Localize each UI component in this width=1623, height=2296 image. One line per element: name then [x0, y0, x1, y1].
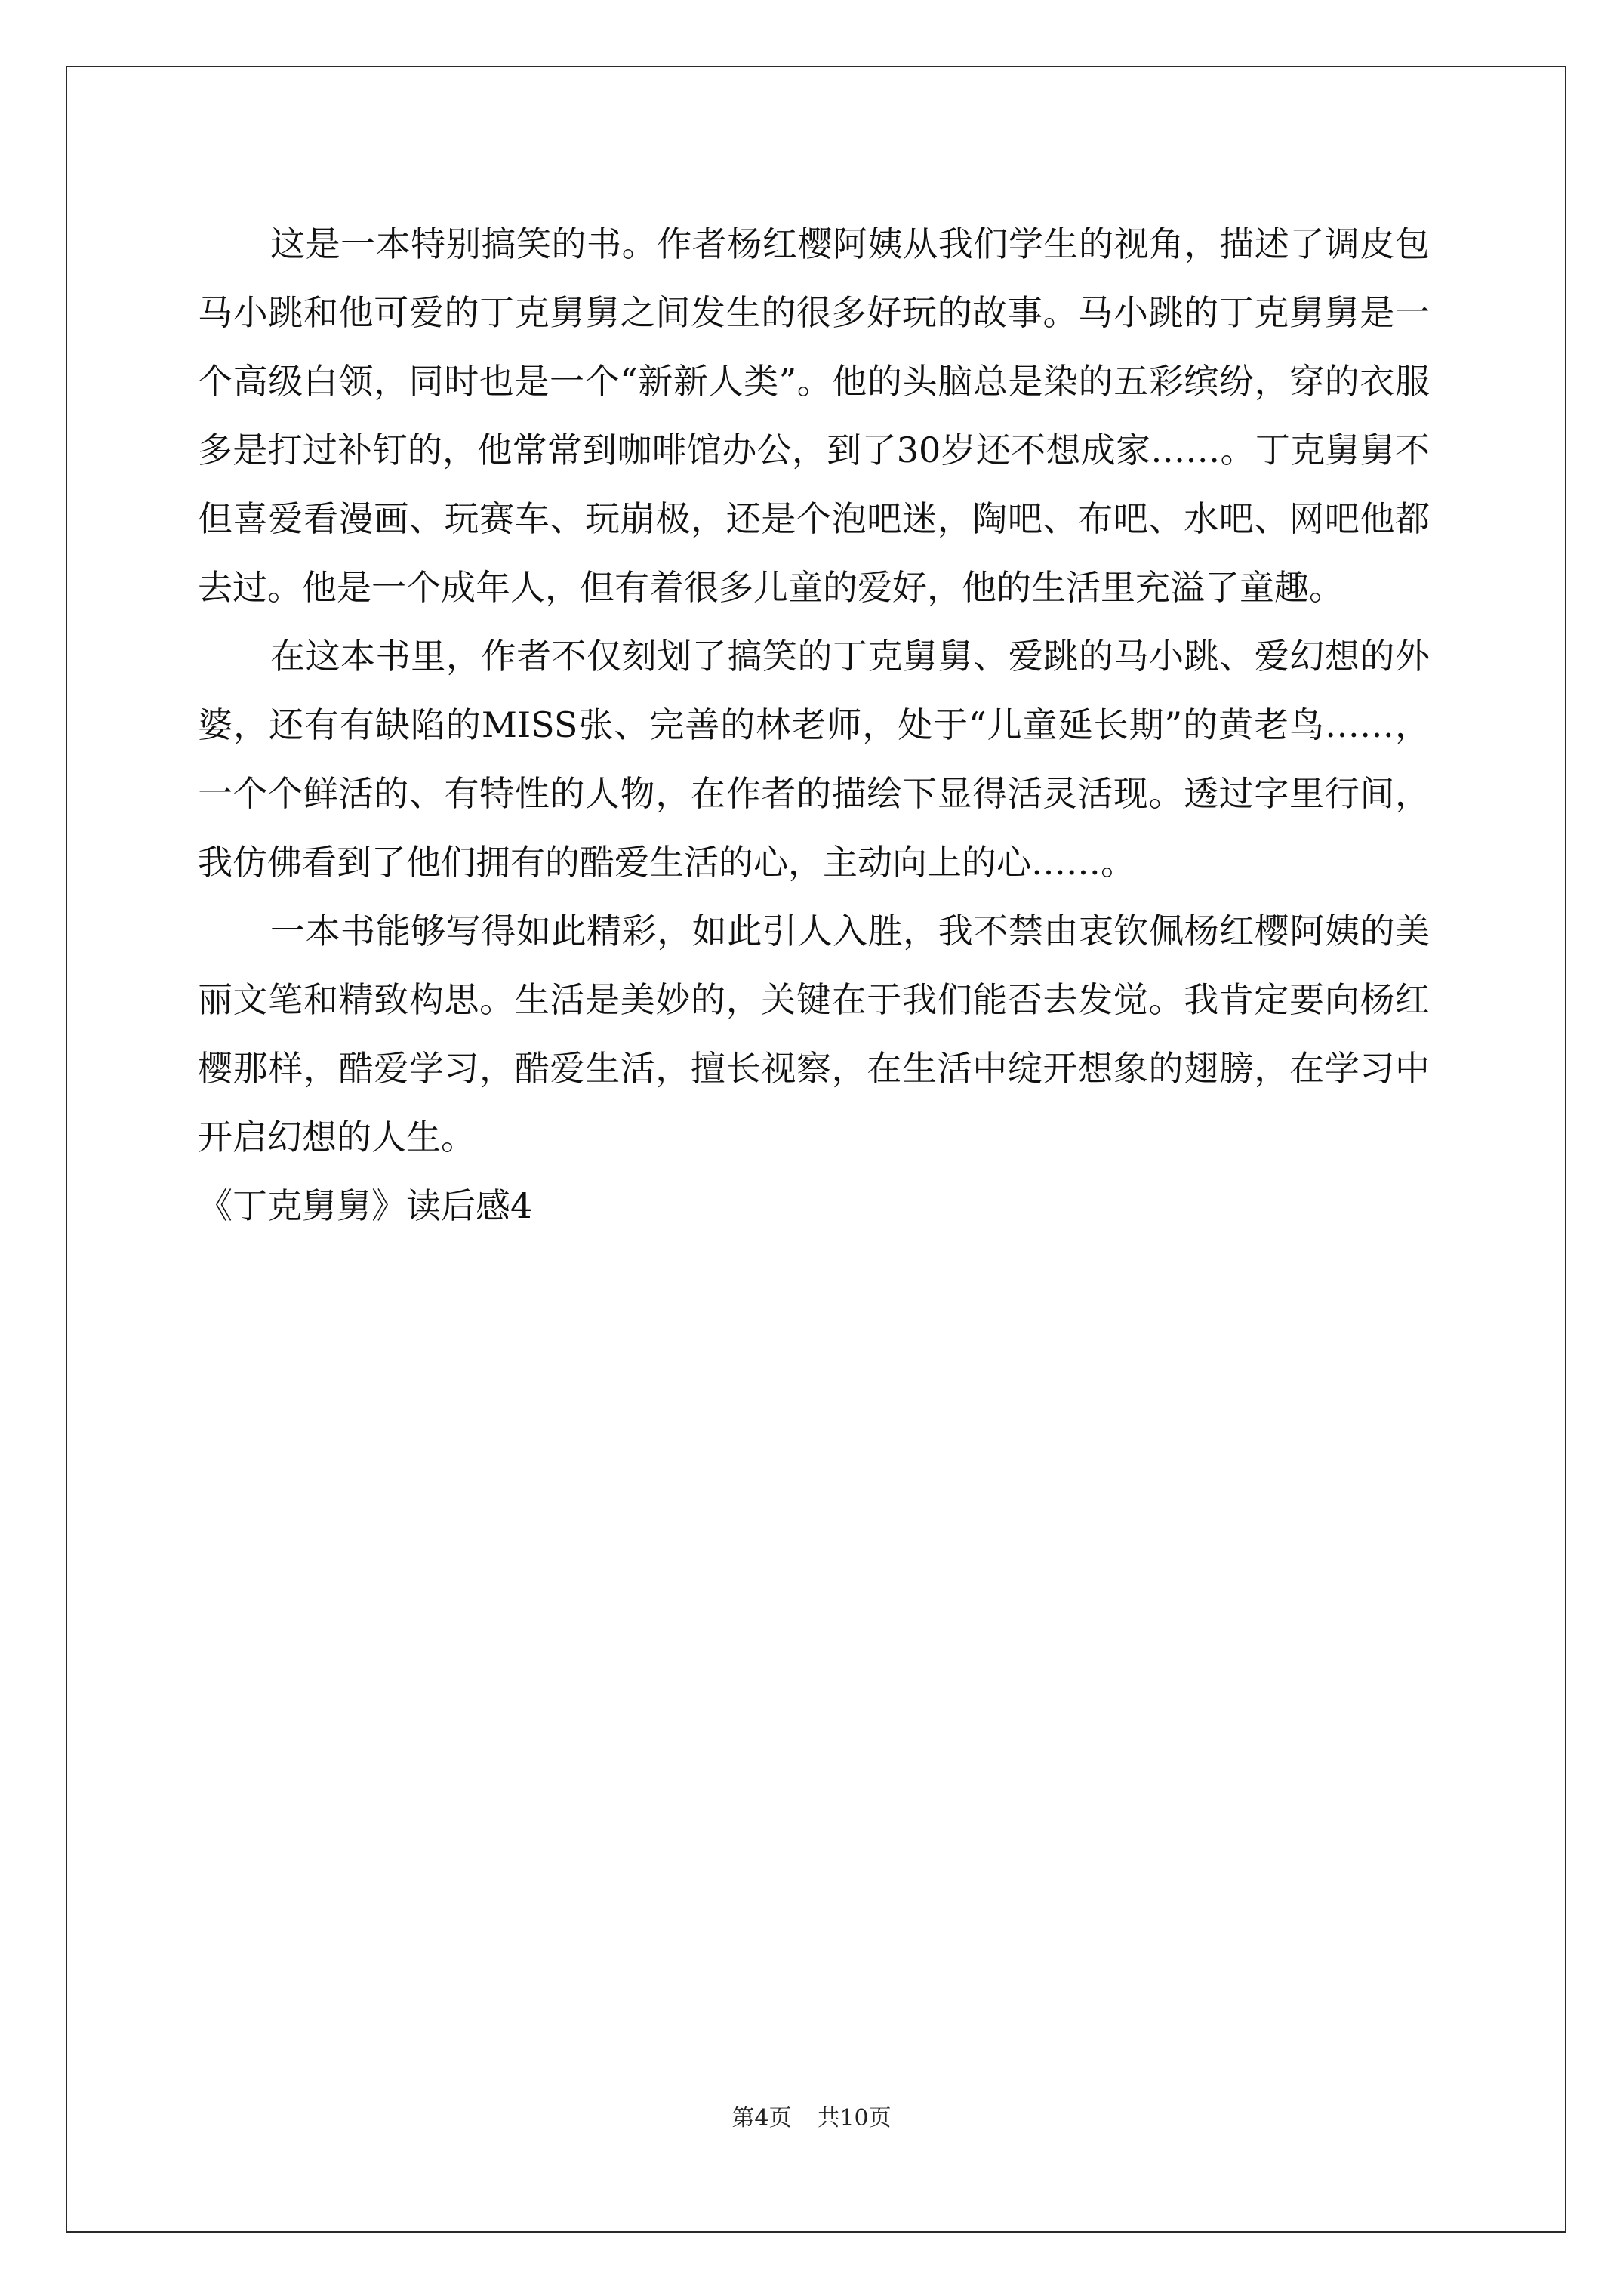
page-number: 第4页: [731, 2105, 792, 2131]
paragraph-3: 一本书能够写得如此精彩，如此引人入胜，我不禁由衷钦佩杨红樱阿姨的美丽文笔和精致构思。生活是美妙的，关键在于我们能否去发觉。我肯定要向杨红樱那样，酷爱学习，酷爱生活，擅长视察，在生活中绽开想象的翅膀，在学习中开启幻想的人生。: [198, 911, 1430, 1157]
section-heading: 《丁克舅舅》读后感4: [198, 1185, 533, 1226]
document-body: [198, 210, 1430, 1240]
paragraph-2: 在这本书里，作者不仅刻划了搞笑的丁克舅舅、爱跳的马小跳、爱幻想的外婆，还有有缺陷的MISS张、完善的林老师，处于“儿童延长期”的黄老鸟……，一个个鲜活的、有特性的人物，在作者的描绘下显得活灵活现。透过字里行间，我仿佛看到了他们拥有的酷爱生活的心，主动向上的心……。: [198, 636, 1430, 883]
paragraph-1: 这是一本特别搞笑的书。作者杨红樱阿姨从我们学生的视角，描述了调皮包马小跳和他可爱的丁克舅舅之间发生的很多好玩的故事。马小跳的丁克舅舅是一个高级白领，同时也是一个“新新人类”。他的头脑总是染的五彩缤纷，穿的衣服多是打过补钉的，他常常到咖啡馆办公，到了30岁还不想成家……。丁克舅舅不但喜爱看漫画、玩赛车、玩崩极，还是个泡吧迷，陶吧、布吧、水吧、网吧他都去过。他是一个成年人，但有着很多儿童的爱好，他的生活里充溢了童趣。: [198, 223, 1430, 608]
page-total: 共10页: [817, 2105, 892, 2131]
page-footer: [0, 2099, 1623, 2132]
